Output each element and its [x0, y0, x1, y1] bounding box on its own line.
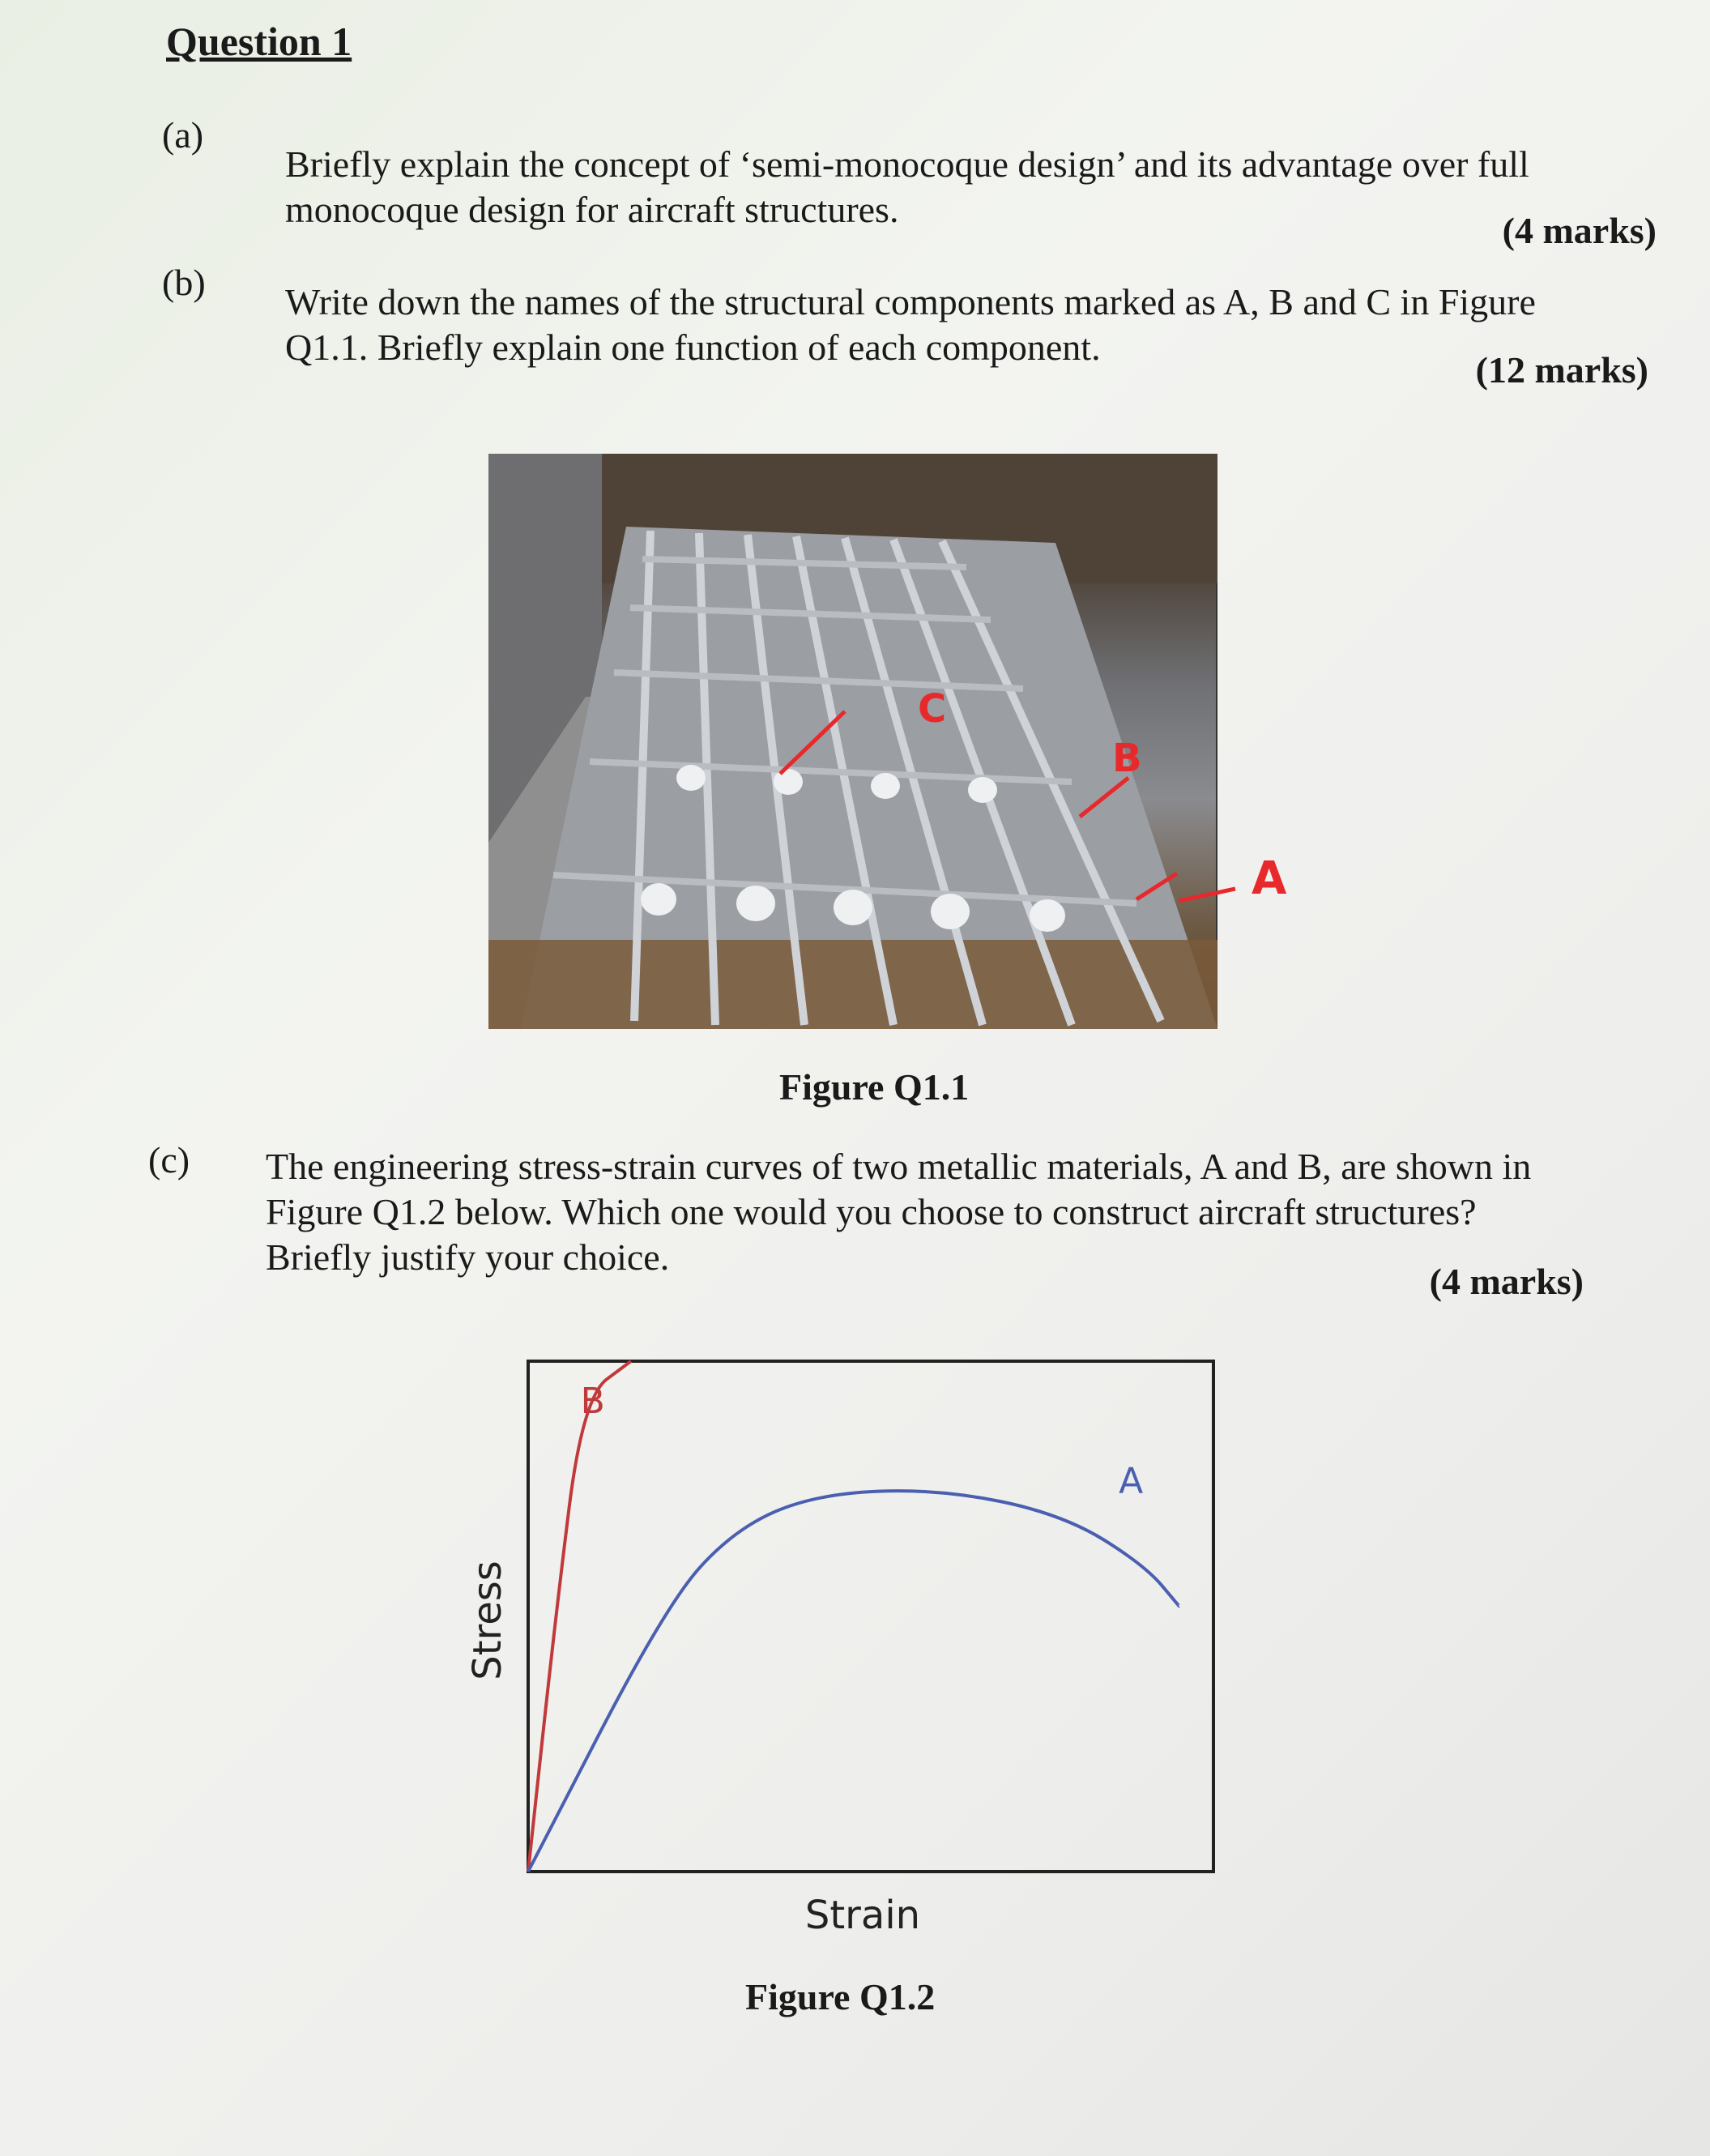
part-c-line-1: The engineering stress-strain curves of two metallic materials, A and B, are shown in	[266, 1146, 1532, 1187]
part-b-label: (b)	[162, 262, 206, 303]
marker-c: C	[918, 686, 947, 732]
series-a-curve	[528, 1491, 1179, 1872]
figure-q1-1-caption: Figure Q1.1	[779, 1066, 970, 1108]
series-b-curve	[528, 1361, 631, 1872]
part-a-marks: (4 marks)	[1502, 210, 1657, 251]
marker-a: A	[1252, 852, 1287, 905]
part-a-line-2: monocoque design for aircraft structures.	[285, 189, 899, 230]
part-c-marks: (4 marks)	[1429, 1261, 1584, 1302]
figure-q1-1-photo	[488, 454, 1217, 1029]
part-c-line-2: Figure Q1.2 below. Which one would you choose to construct aircraft structures?	[266, 1191, 1477, 1232]
stress-strain-chart	[465, 1345, 1231, 2058]
series-a-label: A	[1119, 1460, 1144, 1502]
part-b-line-2: Q1.1. Briefly explain one function of each component.	[285, 327, 1101, 368]
question-title: Question 1	[166, 19, 352, 64]
series-b-label: B	[580, 1381, 605, 1423]
part-a-label: (a)	[162, 114, 204, 156]
plot-frame	[528, 1361, 1213, 1872]
part-b-line-1: Write down the names of the structural components marked as A, B and C in Figure	[285, 281, 1536, 322]
part-a-line-1: Briefly explain the concept of ‘semi-monocoque design’ and its advantage over full	[285, 143, 1529, 185]
part-b-marks: (12 marks)	[1475, 349, 1648, 391]
x-axis-label: Strain	[804, 1893, 921, 1938]
wing-structure-illustration	[488, 454, 1217, 1029]
part-c-label: (c)	[148, 1139, 190, 1180]
figure-q1-2-caption: Figure Q1.2	[745, 1976, 936, 2017]
series-layer	[528, 1361, 1179, 1872]
marker-b: B	[1112, 736, 1142, 781]
marker-a-leader	[1179, 863, 1260, 911]
y-axis-label: Stress	[465, 1560, 510, 1680]
part-c-line-3: Briefly justify your choice.	[266, 1236, 670, 1278]
